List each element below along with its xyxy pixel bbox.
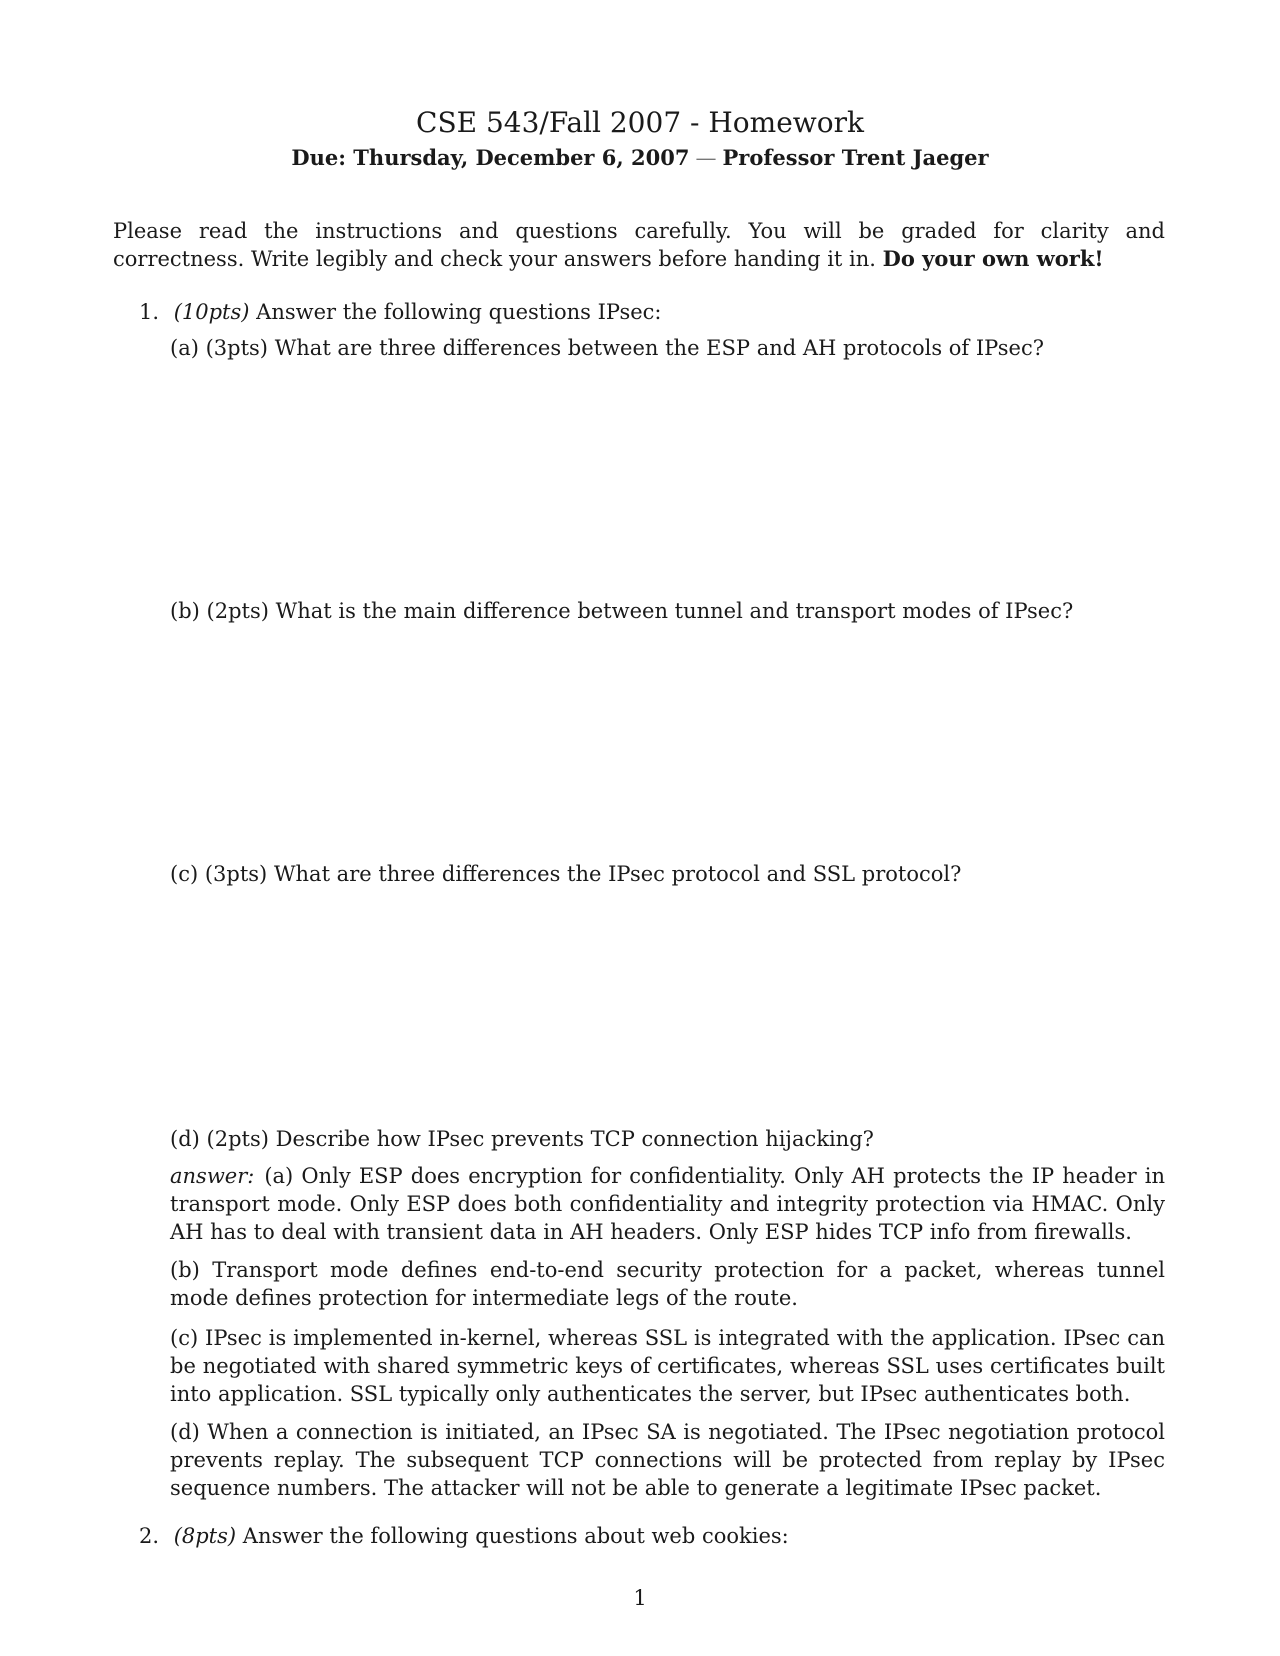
question-2-points: (8pts) [173,1524,237,1548]
part-c-points: (3pts) [204,862,268,886]
due-date: Due: Thursday, December 6, 2007 [291,145,690,170]
question-1 [139,298,661,326]
answer-d: (d) When a connection is initiated, an IPsec SA is negotiated. The IPsec negotiation protocol prevents replay. The subsequent TCP connections will be protected from replay by IPsec sequence numbers. The attacker will not be able to generate a legitimate IPsec packet. [170,1420,1165,1500]
page-number: 1 [633,1586,647,1610]
question-1-text: Answer the following questions IPsec: [256,300,662,324]
answer-a [170,1162,1165,1246]
question-1d [170,1125,1165,1153]
professor-name: Professor Trent Jaeger [722,145,989,170]
part-b-label: (b) [170,599,200,623]
question-1a [170,334,1165,362]
document-title: CSE 543/Fall 2007 - Homework [416,106,864,139]
instructions-emphasis: Do your own work! [882,246,1104,271]
question-1-number: 1. [139,300,160,324]
answer-c: (c) IPsec is implemented in-kernel, whereas SSL is integrated with the application. IPsec can be negotiated with shared symmetric keys of certificates, whereas SSL uses certificates built into application. SSL typically only authenticates the server, but IPsec authenticates both. [170,1326,1165,1406]
part-c-label: (c) [170,862,199,886]
part-a-label: (a) [170,336,199,360]
part-d-text: Describe how IPsec prevents TCP connection hijacking? [275,1127,874,1151]
question-1b [170,597,1165,625]
question-1-points: (10pts) [173,300,250,324]
part-d-label: (d) [170,1127,200,1151]
part-b-text: What is the main difference between tunnel and transport modes of IPsec? [275,599,1074,623]
part-a-points: (3pts) [205,336,268,360]
question-2 [139,1522,789,1550]
instructions-paragraph [113,217,1165,273]
part-d-points: (2pts) [206,1127,269,1151]
question-2-text: Answer the following questions about web cookies: [242,1524,789,1548]
part-b-points: (2pts) [206,599,269,623]
subtitle-separator: — [695,146,717,170]
question-1c [170,860,1165,888]
part-a-text: What are three differences between the ESP and AH protocols of IPsec? [274,336,1044,360]
part-c-text: What are three differences the IPsec protocol and SSL protocol? [273,862,962,886]
answer-label: answer: [170,1164,255,1188]
instructions-text: Please read the instructions and questions carefully. You will be graded for clarity and correctness. Write legibly and check your answers before handing it in. [113,219,1165,271]
answer-b: (b) Transport mode defines end-to-end security protection for a packet, whereas tunnel mode defines protection for intermediate legs of the route. [170,1258,1165,1310]
answer-a-text: (a) Only ESP does encryption for confidentiality. Only AH protects the IP header in transport mode. Only ESP does both confidentiality and integrity protection via HMAC. Only AH has to deal with transient data in AH headers. Only ESP hides TCP info from firewalls. [170,1164,1165,1244]
question-2-number: 2. [139,1524,160,1548]
document-subtitle [0,144,1280,172]
